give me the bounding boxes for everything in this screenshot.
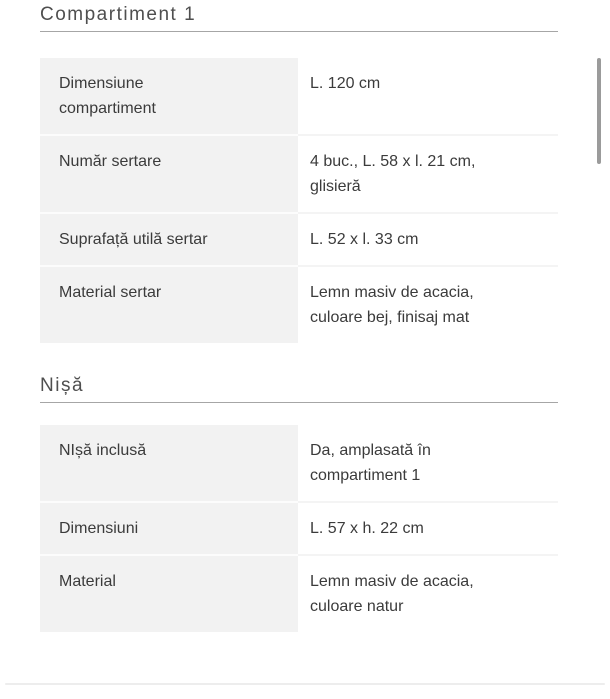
- spec-value: L. 52 x l. 33 cm: [298, 214, 558, 267]
- table-row: [40, 556, 558, 632]
- spec-value: Lemn masiv de acacia, culoare natur: [298, 556, 558, 632]
- spec-label: Dimensiuni: [40, 503, 298, 556]
- table-row: [40, 425, 558, 503]
- spec-table-nisa: [40, 425, 558, 632]
- spec-table-compartiment-1: [40, 58, 558, 343]
- spec-value: L. 57 x h. 22 cm: [298, 503, 558, 556]
- spec-label: NIșă inclusă: [40, 425, 298, 503]
- spec-value: Lemn masiv de acacia, culoare bej, finisaj mat: [298, 267, 558, 343]
- spec-label: Dimensiune compartiment: [40, 58, 298, 136]
- spec-label: Material: [40, 556, 298, 632]
- table-row: [40, 267, 558, 343]
- spec-label: Suprafață utilă sertar: [40, 214, 298, 267]
- spec-label: Material sertar: [40, 267, 298, 343]
- spec-value: L. 120 cm: [298, 58, 558, 136]
- spec-label: Număr sertare: [40, 136, 298, 214]
- table-row: [40, 503, 558, 556]
- specifications-panel: [40, 0, 558, 632]
- spec-value: 4 buc., L. 58 x l. 21 cm, glisieră: [298, 136, 558, 214]
- table-row: [40, 58, 558, 136]
- spec-value: Da, amplasată în compartiment 1: [298, 425, 558, 503]
- section-title-nisa: Nișă: [40, 375, 558, 403]
- vertical-scrollbar-thumb[interactable]: [597, 58, 601, 164]
- table-row: [40, 214, 558, 267]
- table-row: [40, 136, 558, 214]
- section-title-compartiment-1: Compartiment 1: [40, 4, 558, 32]
- bottom-divider: [5, 683, 605, 685]
